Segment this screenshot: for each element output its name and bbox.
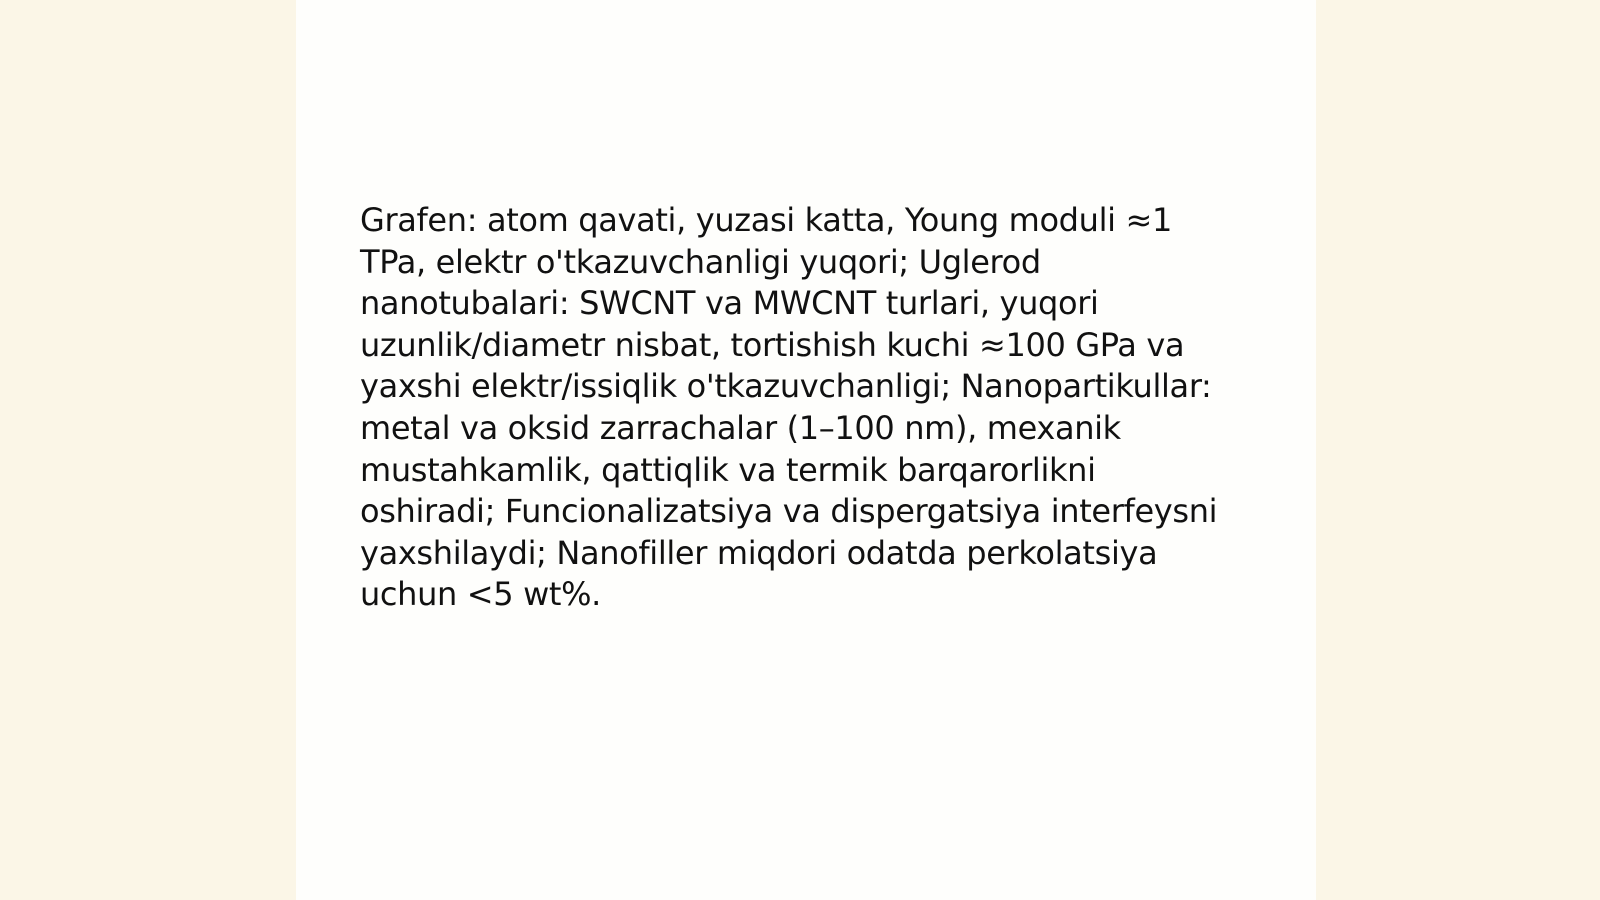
slide-body-text: Grafen: atom qavati, yuzasi katta, Young moduli ≈1 TPa, elektr o'tkazuvchanligi yuqori; Uglerod nanotubalari: SWCNT va MWCNT turlari, yuqori uzunlik/diametr nisbat, tortishish kuchi ≈100 GPa va yaxshi elektr/issiqlik o'tkazuvchanligi; Nanopartikullar: metal va oksid zarrachalar (1–100 nm), mexanik mustahkamlik, qattiqlik va termik barqarorlikni oshiradi; Funcionalizatsiya va dispergatsiya interfeysni yaxshilaydi; Nanofiller miqdori odatda perkolatsiya uchun <5 wt%. bbox=[360, 201, 1218, 614]
left-margin bbox=[0, 0, 296, 900]
slide bbox=[296, 0, 1316, 900]
right-margin bbox=[1316, 0, 1600, 900]
